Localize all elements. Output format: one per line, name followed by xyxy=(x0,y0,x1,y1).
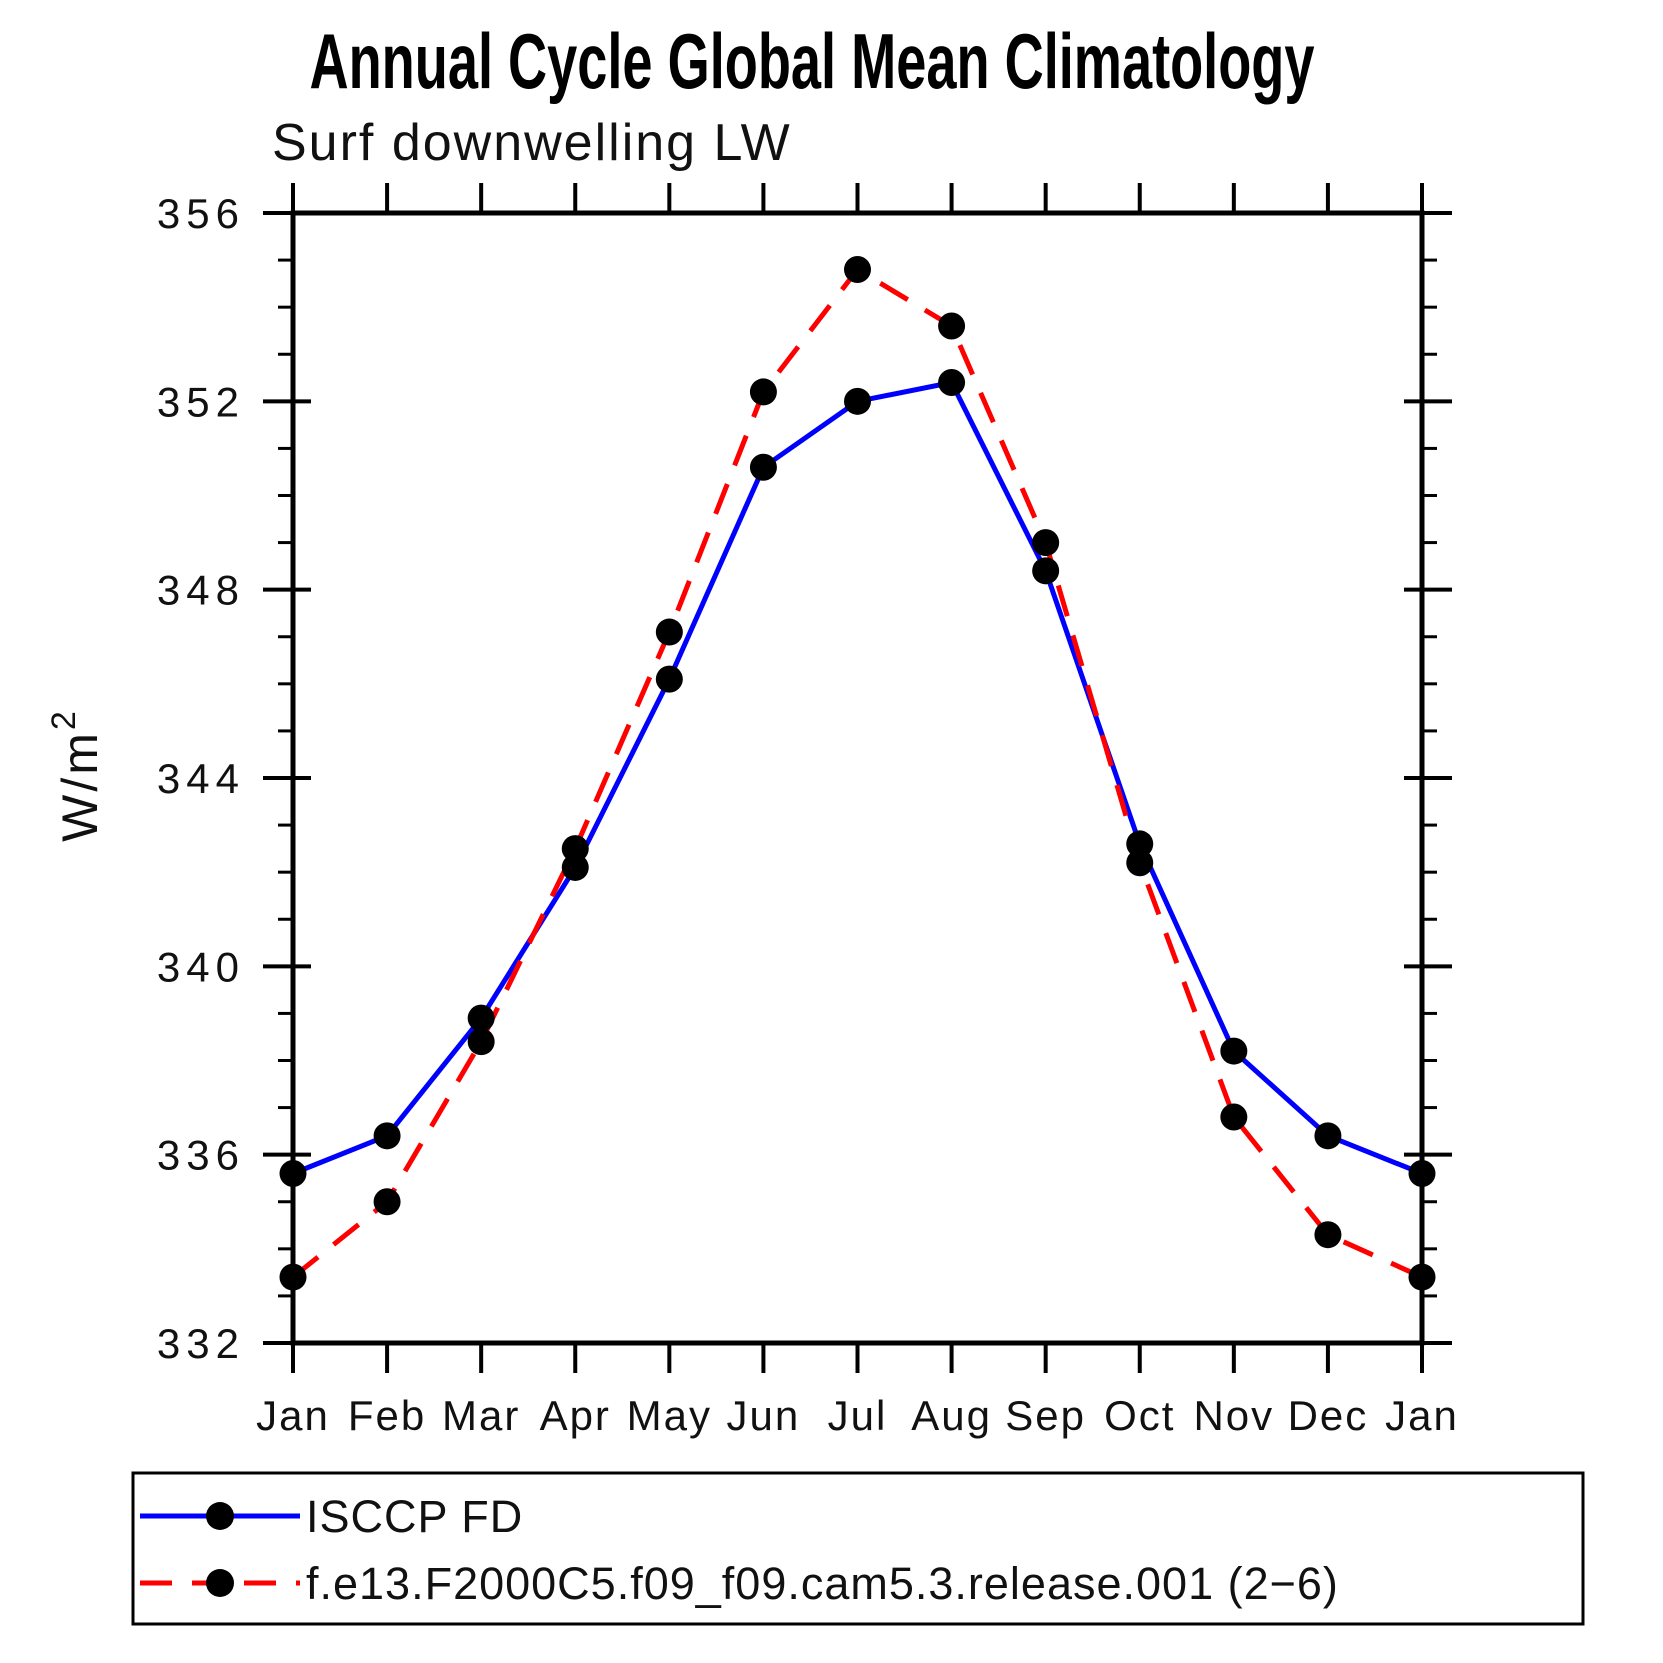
x-tick-label: Jan xyxy=(256,1392,330,1439)
data-point-model-3 xyxy=(562,835,589,862)
legend-marker-model-dot-icon xyxy=(206,1569,234,1597)
data-point-model-7 xyxy=(938,313,965,340)
legend-marker-isccp-dot-icon xyxy=(206,1502,234,1530)
y-tick-label: 352 xyxy=(156,378,245,426)
plot-frame xyxy=(293,213,1422,1343)
data-point-model-1 xyxy=(374,1188,401,1215)
y-tick-label: 348 xyxy=(156,566,245,614)
data-point-model-2 xyxy=(468,1028,495,1055)
data-point-isccp-6 xyxy=(844,388,871,415)
chart-title: Annual Cycle Global Mean Climatology xyxy=(309,17,1315,105)
y-tick-label: 344 xyxy=(156,755,245,802)
x-tick-label: Oct xyxy=(1104,1392,1176,1439)
series-line-isccp xyxy=(293,383,1422,1174)
data-point-isccp-12 xyxy=(1409,1160,1436,1187)
x-tick-label: Aug xyxy=(911,1392,992,1439)
legend-label-model: f.e13.F2000C5.f09_f09.cam5.3.release.001 (2−6) xyxy=(306,1558,1339,1609)
data-point-isccp-1 xyxy=(374,1122,401,1149)
data-point-model-6 xyxy=(844,256,871,283)
data-point-isccp-0 xyxy=(280,1160,307,1187)
x-tick-label: Mar xyxy=(441,1392,521,1439)
y-tick-label: 332 xyxy=(156,1320,245,1367)
data-point-model-10 xyxy=(1220,1104,1247,1131)
data-point-model-5 xyxy=(750,378,777,405)
data-point-isccp-2 xyxy=(468,1005,495,1032)
x-tick-label: May xyxy=(626,1392,713,1439)
x-tick-label: Jan xyxy=(1385,1392,1459,1439)
x-tick-label: Jun xyxy=(726,1392,801,1439)
x-tick-label: Apr xyxy=(539,1392,611,1439)
data-point-model-4 xyxy=(656,619,683,646)
data-point-model-8 xyxy=(1032,529,1059,556)
data-point-model-11 xyxy=(1314,1221,1341,1248)
data-point-isccp-5 xyxy=(750,454,777,481)
legend xyxy=(133,1473,1583,1624)
x-tick-label: Nov xyxy=(1193,1392,1275,1439)
data-point-isccp-11 xyxy=(1314,1122,1341,1149)
data-point-isccp-7 xyxy=(938,369,965,396)
data-point-isccp-10 xyxy=(1220,1038,1247,1065)
data-point-isccp-4 xyxy=(656,666,683,693)
data-point-model-12 xyxy=(1409,1264,1436,1291)
plot-area xyxy=(157,183,1459,1439)
y-axis-label: $W/m^2$ xyxy=(45,708,108,842)
x-tick-label: Feb xyxy=(347,1392,427,1439)
x-tick-label: Sep xyxy=(1005,1392,1087,1439)
legend-label-isccp: ISCCP FD xyxy=(306,1491,524,1542)
data-point-model-0 xyxy=(280,1264,307,1291)
y-tick-label: 340 xyxy=(156,943,245,991)
x-tick-label: Dec xyxy=(1287,1392,1369,1439)
y-tick-label: 336 xyxy=(156,1131,245,1179)
chart-subtitle: Surf downwelling LW xyxy=(272,114,792,172)
data-point-isccp-8 xyxy=(1032,557,1059,584)
y-tick-label: 356 xyxy=(156,190,245,237)
data-point-model-9 xyxy=(1126,849,1153,876)
series-line-model xyxy=(293,270,1422,1278)
x-tick-label: Jul xyxy=(827,1392,888,1439)
